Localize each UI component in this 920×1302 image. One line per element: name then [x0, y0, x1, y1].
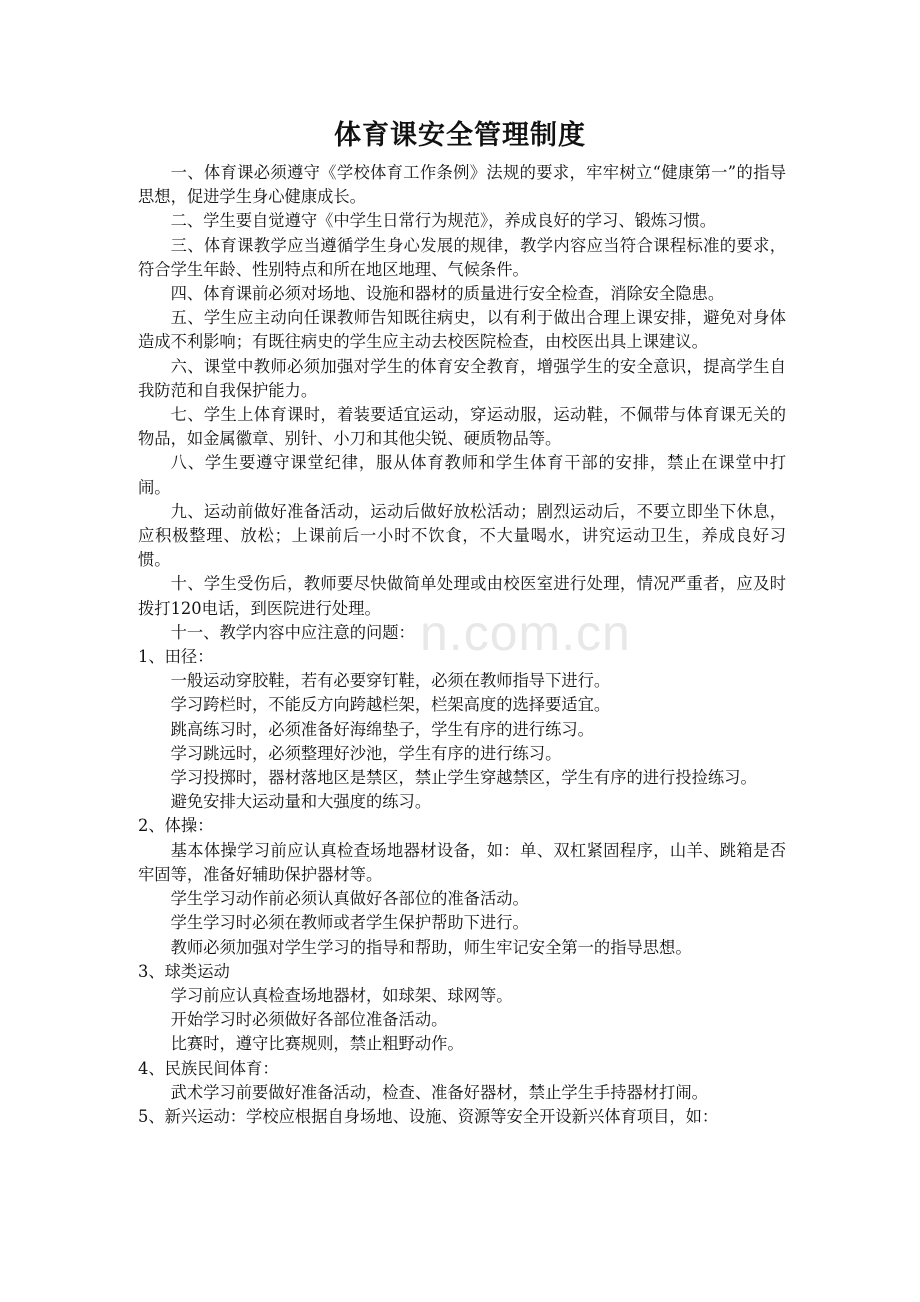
document-body: [138, 161, 786, 1129]
paragraph: 十一、教学内容中应注意的问题：: [170, 622, 415, 642]
paragraph: 避免安排大运动量和大强度的练习。: [170, 792, 432, 812]
section-heading: 5、新兴运动：学校应根据自身场地、设施、资源等安全开设新兴体育项目，如：: [138, 1106, 719, 1126]
paragraph: 三、体育课教学应当遵循学生身心发展的规律，教学内容应当符合课程标准的要求，符合学生年龄、性别特点和所在地区地理、气候条件。: [138, 235, 786, 279]
paragraph: 七、学生上体育课时，着装要适宜运动，穿运动服，运动鞋，不佩带与体育课无关的物品，如金属徽章、别针、小刀和其他尖锐、硬质物品等。: [138, 405, 786, 449]
section-heading: 1、田径：: [138, 647, 214, 667]
paragraph: 学生学习动作前必须认真做好各部位的准备活动。: [170, 889, 529, 909]
section-heading: 3、球类运动: [138, 961, 230, 981]
paragraph: 学生学习时必须在教师或者学生保护帮助下进行。: [170, 913, 529, 933]
document-title: 体育课安全管理制度: [334, 120, 586, 151]
watermark-text: n.com.cn: [420, 605, 631, 661]
paragraph: 十、学生受伤后，教师要尽快做简单处理或由校医室进行处理，情况严重者，应及时拨打120电话，到医院进行处理。: [138, 574, 786, 618]
paragraph: 开始学习时必须做好各部位准备活动。: [170, 1010, 448, 1030]
paragraph: 四、体育课前必须对场地、设施和器材的质量进行安全检查，消除安全隐患。: [170, 284, 725, 304]
paragraph: 学习投掷时，器材落地区是禁区，禁止学生穿越禁区，学生有序的进行投捡练习。: [170, 768, 757, 788]
paragraph: 基本体操学习前应认真检查场地器材设备，如：单、双杠紧固程序，山羊、跳箱是否牢固等，准备好辅助保护器材等。: [138, 840, 786, 884]
paragraph: 学习前应认真检查场地器材，如球架、球网等。: [170, 985, 513, 1005]
paragraph: 比赛时，遵守比赛规则，禁止粗野动作。: [170, 1034, 464, 1054]
paragraph: 一、体育课必须遵守《学校体育工作条例》法规的要求，牢牢树立“健康第一”的指导思想，促进学生身心健康成长。: [138, 163, 786, 207]
paragraph: 武术学习前要做好准备活动，检查、准备好器材，禁止学生手持器材打闹。: [170, 1082, 708, 1102]
paragraph: 五、学生应主动向任课教师告知既往病史，以有利于做出合理上课安排，避免对身体造成不利影响；有既往病史的学生应主动去校医院检查，由校医出具上课建议。: [138, 308, 786, 352]
paragraph: 九、运动前做好准备活动，运动后做好放松活动；剧烈运动后，不要立即坐下休息，应积极整理、放松；上课前后一小时不饮食，不大量喝水，讲究运动卫生，养成良好习惯。: [138, 501, 786, 570]
paragraph: 学习跨栏时，不能反方向跨越栏架，栏架高度的选择要适宜。: [170, 695, 611, 715]
paragraph: 学习跳远时，必须整理好沙池，学生有序的进行练习。: [170, 743, 562, 763]
section-heading: 4、民族民间体育：: [138, 1058, 279, 1078]
paragraph: 八、学生要遵守课堂纪律，服从体育教师和学生体育干部的安排，禁止在课堂中打闹。: [138, 453, 786, 497]
section-heading: 2、体操：: [138, 816, 214, 836]
paragraph: 一般运动穿胶鞋，若有必要穿钉鞋，必须在教师指导下进行。: [170, 671, 611, 691]
paragraph: 二、学生要自觉遵守《中学生日常行为规范》，养成良好的学习、锻炼习惯。: [170, 211, 717, 231]
paragraph: 教师必须加强对学生学习的指导和帮助，师生牢记安全第一的指导思想。: [170, 937, 692, 957]
paragraph: 跳高练习时，必须准备好海绵垫子，学生有序的进行练习。: [170, 719, 594, 739]
paragraph: 六、课堂中教师必须加强对学生的体育安全教育，增强学生的安全意识，提高学生自我防范和自我保护能力。: [138, 356, 786, 400]
